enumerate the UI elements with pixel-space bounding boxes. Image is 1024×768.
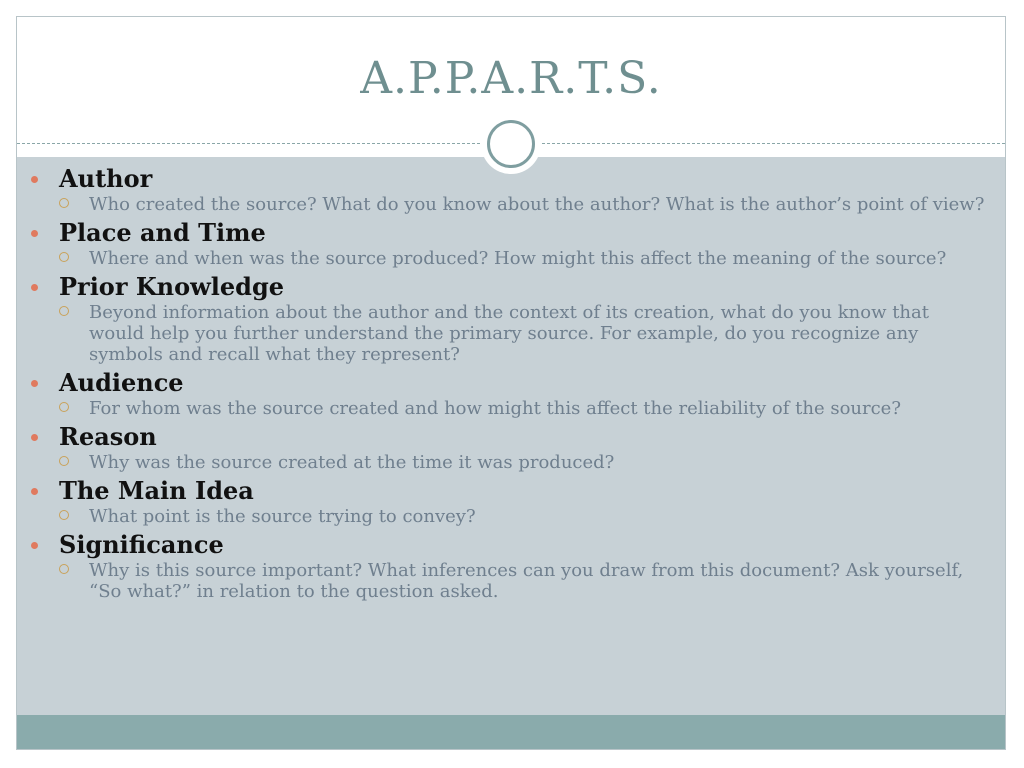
slide [16,16,1006,750]
list-item-place-and-time [27,218,987,269]
filled-dot-bullet-icon [31,434,38,441]
list-item-prior-knowledge [27,272,987,365]
item-detail: Who created the source? What do you know about the author? What is the author’s point of view? [89,194,985,215]
open-circle-bullet-icon [59,510,69,520]
filled-dot-bullet-icon [31,176,38,183]
item-heading: Author [59,164,153,193]
list-item-audience [27,368,987,419]
list-item-reason [27,422,987,473]
open-circle-bullet-icon [59,306,69,316]
list-item-main-idea [27,476,987,527]
item-detail: Beyond information about the author and the context of its creation, what do you know that would help you further understand the primary source. For example, do you recognize any symbols and recall what they represent? [89,302,929,365]
open-circle-bullet-icon [59,564,69,574]
open-circle-bullet-icon [59,252,69,262]
circle-ornament-icon [487,120,535,168]
item-heading: Place and Time [59,218,266,247]
filled-dot-bullet-icon [31,284,38,291]
item-detail: Why was the source created at the time it was produced? [89,452,615,473]
item-detail: What point is the source trying to convey? [89,506,476,527]
item-detail: Why is this source important? What inferences can you draw from this document? Ask yourself, “So what?” in relation to the question asked. [89,560,964,602]
item-heading: The Main Idea [59,476,254,505]
item-detail: For whom was the source created and how might this affect the reliability of the source? [89,398,901,419]
open-circle-bullet-icon [59,456,69,466]
list-item-author [27,164,987,215]
item-heading: Audience [59,368,184,397]
open-circle-bullet-icon [59,198,69,208]
item-detail: Where and when was the source produced? How might this affect the meaning of the source? [89,248,947,269]
bullet-list [27,162,987,605]
item-heading: Reason [59,422,157,451]
footer-band [17,715,1005,749]
item-heading: Prior Knowledge [59,272,285,301]
slide-title: A.P.P.A.R.T.S. [360,53,662,104]
list-item-significance [27,530,987,602]
item-heading: Significance [59,530,224,559]
filled-dot-bullet-icon [31,542,38,549]
filled-dot-bullet-icon [31,488,38,495]
open-circle-bullet-icon [59,402,69,412]
filled-dot-bullet-icon [31,380,38,387]
filled-dot-bullet-icon [31,230,38,237]
